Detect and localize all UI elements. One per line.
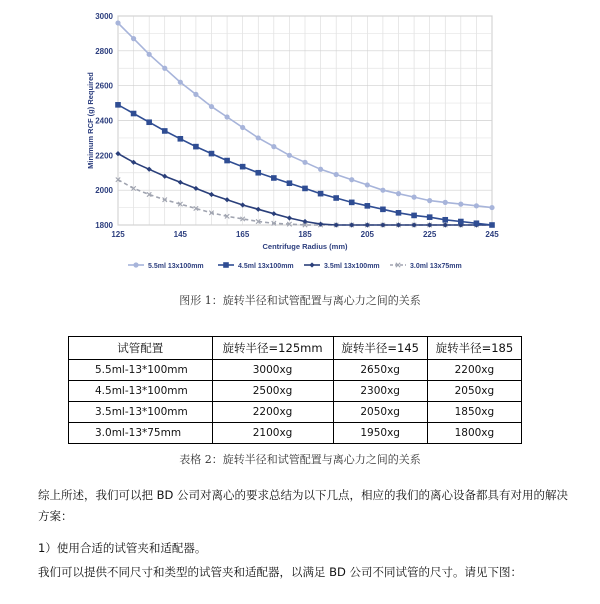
x-tick-label: 225 xyxy=(422,230,437,239)
x-tick-label: 125 xyxy=(111,230,125,239)
legend-item xyxy=(128,262,204,270)
table-cell: 1950xg xyxy=(333,423,427,444)
x-tick-label: 185 xyxy=(298,230,312,239)
data-point xyxy=(489,222,495,228)
data-point xyxy=(489,205,494,210)
data-point xyxy=(474,220,480,226)
data-point xyxy=(318,191,324,197)
data-point xyxy=(349,177,354,182)
data-point xyxy=(380,188,385,193)
data-point xyxy=(302,160,307,165)
legend-item xyxy=(218,262,294,270)
data-point xyxy=(178,136,184,142)
data-point xyxy=(224,114,229,119)
data-point xyxy=(209,151,215,157)
data-point xyxy=(458,202,463,207)
data-point xyxy=(427,214,433,220)
data-point xyxy=(178,80,183,85)
data-point xyxy=(333,195,339,201)
data-point xyxy=(162,66,167,71)
chart-legend xyxy=(128,262,462,270)
y-tick-label: 2800 xyxy=(95,46,113,56)
data-point xyxy=(411,195,416,200)
table-cell: 5.5ml-13*100mm xyxy=(69,360,213,381)
data-point xyxy=(131,36,136,41)
data-point xyxy=(131,111,137,117)
data-point xyxy=(115,20,120,25)
data-point xyxy=(271,144,276,149)
data-point xyxy=(240,125,245,130)
table-header-row xyxy=(69,337,522,360)
table-row xyxy=(69,381,522,402)
data-point xyxy=(193,144,199,150)
legend-label: 3.0ml 13x75mm xyxy=(410,263,462,270)
table-header-cell: 旋转半径=125mm xyxy=(212,337,333,360)
y-tick-label: 2000 xyxy=(95,186,113,196)
table-header-cell: 试管配置 xyxy=(69,337,213,360)
data-point xyxy=(443,200,448,205)
table-cell: 3.0ml-13*75mm xyxy=(69,423,213,444)
data-point xyxy=(133,262,138,267)
table-row xyxy=(69,423,522,444)
data-point xyxy=(287,180,293,186)
data-point xyxy=(256,135,261,140)
data-point xyxy=(318,167,323,172)
y-tick-label: 2600 xyxy=(95,81,113,91)
rcf-line-chart xyxy=(0,0,600,285)
table-cell: 1800xg xyxy=(427,423,521,444)
data-point xyxy=(147,52,152,57)
data-point xyxy=(255,170,261,176)
data-point xyxy=(380,207,386,213)
table-cell: 2050xg xyxy=(427,381,521,402)
table-cell: 2300xg xyxy=(333,381,427,402)
data-point xyxy=(271,175,277,181)
data-point xyxy=(396,210,402,216)
data-point xyxy=(240,164,246,170)
table-cell: 3000xg xyxy=(212,360,333,381)
data-point xyxy=(309,262,314,267)
legend-label: 4.5ml 13x100mm xyxy=(238,263,294,270)
table-cell: 4.5ml-13*100mm xyxy=(69,381,213,402)
legend-item xyxy=(390,263,462,270)
data-point xyxy=(458,219,464,225)
data-point xyxy=(302,186,308,192)
x-tick-label: 245 xyxy=(485,230,499,239)
table-cell: 2500xg xyxy=(212,381,333,402)
y-tick-label: 1800 xyxy=(95,221,113,230)
data-point xyxy=(115,102,121,108)
table-row xyxy=(69,360,522,381)
legend-label: 5.5ml 13x100mm xyxy=(148,263,204,270)
table-cell: 2050xg xyxy=(333,402,427,423)
x-tick-label: 205 xyxy=(360,230,375,239)
x-axis-label: Centrifuge Radius (mm) xyxy=(262,242,348,251)
data-point xyxy=(162,128,168,134)
table-header-cell: 旋转半径=145 xyxy=(333,337,427,360)
body-paragraph: 我们可以提供不同尺寸和类型的试管夹和适配器，以满足 BD 公司不同试管的尺寸。请见下图： xyxy=(38,565,523,579)
x-tick-label: 145 xyxy=(173,230,188,239)
table-cell: 2100xg xyxy=(212,423,333,444)
data-point xyxy=(427,198,432,203)
data-point xyxy=(442,217,448,223)
legend-item xyxy=(304,262,380,270)
table-header-cell: 旋转半径=185 xyxy=(427,337,521,360)
config-table xyxy=(68,336,522,444)
summary-paragraph: 综上所述，我们可以把 BD 公司对离心的要求总结为以下几点，相应的我们的离心设备都具有对用的解决方案： xyxy=(38,488,569,523)
data-point xyxy=(223,262,229,268)
table-row xyxy=(69,402,522,423)
data-point xyxy=(365,182,370,187)
y-tick-label: 3000 xyxy=(95,12,113,21)
data-point xyxy=(287,153,292,158)
data-point xyxy=(193,92,198,97)
figure-caption: 图形 1：旋转半径和试管配置与离心力之间的关系 xyxy=(179,294,421,307)
chart-grid xyxy=(118,16,492,225)
table-cell: 3.5ml-13*100mm xyxy=(69,402,213,423)
table-cell: 2650xg xyxy=(333,360,427,381)
y-tick-label: 2200 xyxy=(95,151,113,161)
y-tick-label: 2400 xyxy=(95,116,113,126)
data-point xyxy=(334,172,339,177)
legend-label: 3.5ml 13x100mm xyxy=(324,263,380,270)
data-point xyxy=(365,203,371,209)
y-axis-label: Minimum RCF (g) Required xyxy=(86,72,95,169)
table-cell: 2200xg xyxy=(427,360,521,381)
data-point xyxy=(224,158,230,164)
table-caption: 表格 2：旋转半径和试管配置与离心力之间的关系 xyxy=(179,453,421,466)
x-tick-label: 165 xyxy=(235,230,250,239)
data-point xyxy=(411,213,417,219)
data-point xyxy=(349,200,355,206)
data-point xyxy=(209,104,214,109)
list-item: 1）使用合适的试管夹和适配器。 xyxy=(38,541,207,555)
data-point xyxy=(146,119,152,125)
table-cell: 1850xg xyxy=(427,402,521,423)
data-point xyxy=(396,191,401,196)
table-cell: 2200xg xyxy=(212,402,333,423)
data-point xyxy=(474,203,479,208)
